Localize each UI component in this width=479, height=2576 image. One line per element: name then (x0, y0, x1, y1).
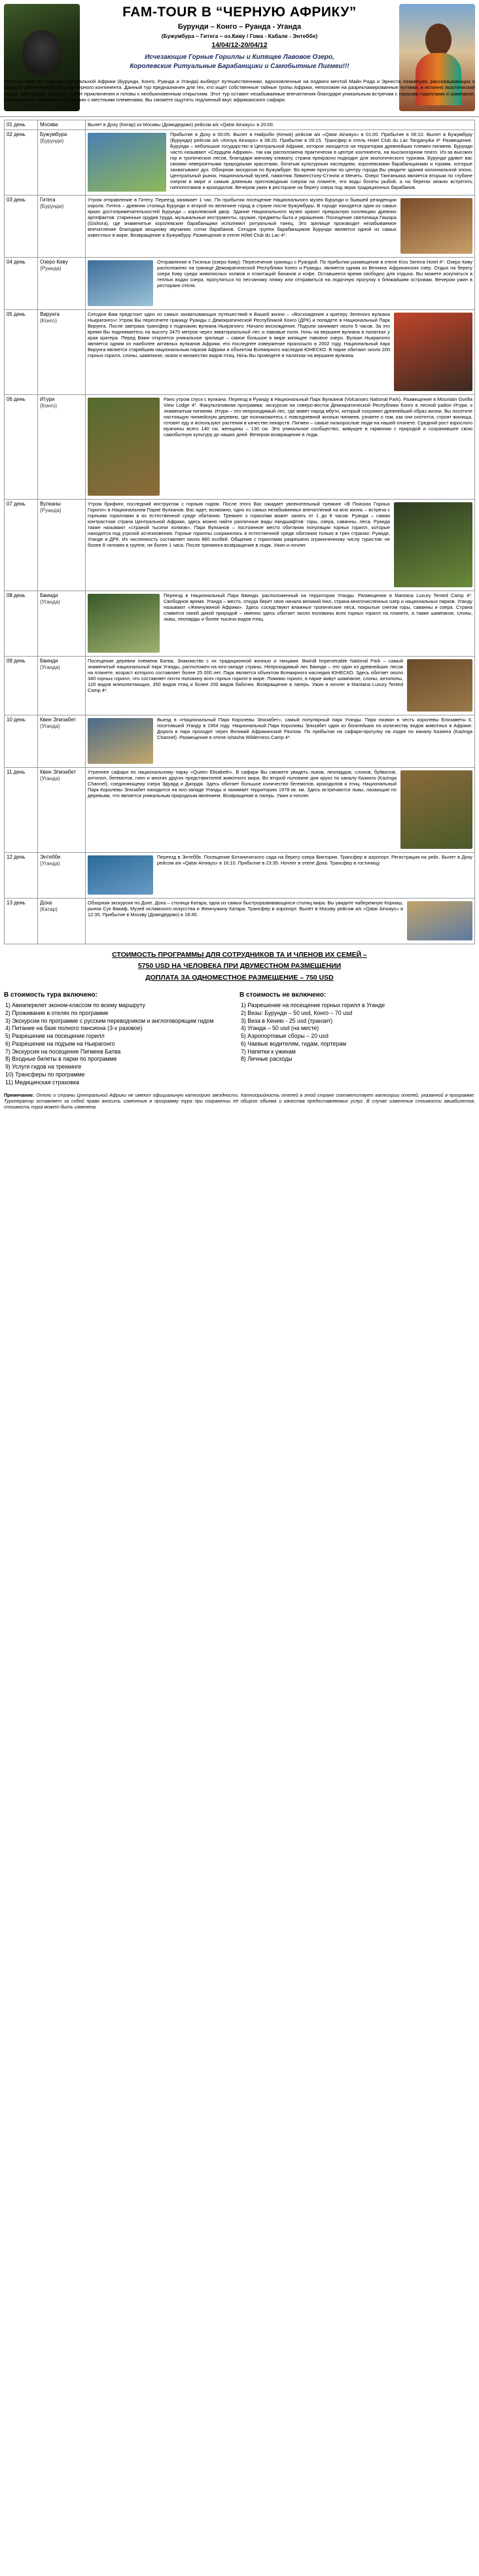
day-place: Квин Элизабет (40, 716, 77, 723)
day-number: 13 день (7, 899, 26, 906)
day-number-cell (5, 852, 38, 898)
day-row (5, 129, 475, 195)
day-place: Энтеббе (40, 853, 61, 860)
day-place: Москва (40, 122, 58, 128)
day-number: 03 день (7, 196, 26, 203)
day-description-cell (86, 656, 475, 715)
day-number: 05 день (7, 311, 26, 317)
price-line-1: СТОИМОСТЬ ПРОГРАММЫ ДЛЯ СОТРУДНИКОВ ТА И ЧЛЕНОВ ИХ СЕМЕЙ – (112, 950, 367, 959)
day-place-cell (38, 898, 86, 944)
day-country: (Катар) (40, 906, 58, 912)
included-item: 8) Входные билеты в парки по программе (5, 1056, 117, 1063)
day-description: Сегодня Вам предстоит одно из самых захватывающих путешествий в Вашей жизни – «Восхождение к кратеру Зеленого вулкана Ньирагонго»! Утром Вы пересечете границу Руанды с Демократической Республикой Конго (ДРК) и попадете в Национальный Парк Вирунга. После завтрака трансфер к подножию вулкана Ньирагонго. Начало восхождения. Подъем занимает около 5 часов. За это время Вы поднимаетесь на высоту 3470 метров через экваториальный лес и лавовые поля. Ночь на вершине вулкана в палатках у края кратера. Перед Вами откроется уникальное зрелище – самое большое в мире кипящее лавовое озеро. Вулкан Ньирагонго является одним из наиболее активных вулканов Африки, его последнее извержение произошло в 2002 году. Национальный парк Вирунга является старейшим национальным парком Африки и объектом Всемирного наследия ЮНЕСКО. В парке обитают около 200 горных горилл, слоны, шимпанзе, окапи и множество видов птиц. Ночь Вы проведете в палатках на вершине вулкана. (88, 311, 390, 358)
excluded-item: 4) Уганда – 50 usd (на месте) (241, 1025, 319, 1032)
route-title: Бурунди – Конго – Руанда - Уганда (177, 22, 302, 31)
day-description: Прибытие в Доху в 00:05. Вылет в Найроби (Кения) рейсом а/к «Qatar Airways» в 01:00. Прибытие в 06:10. Вылет в Бужумбуру (Бурунди) рейсом а/к «Kenya Airways» в 08:20. Прибытие в 09:15. Трансфер в отель Hotel Club du Lac Tanganyika 4* Размещение. Бурунди – небольшое государство в Центральной Африке, которое находится на территории древнейших племен пигмеев. Бурунди часто называют «Сердцем Африки», так как расположена практически в центре континента, на высокогорном плато. Из-за высоких гор и тропических лесов, благодаря мягкому климату, страна прекрасно подходит для экологического туризма. Бурунди удивит вас своими невероятными природными красотами, богатым культурным наследием, королевскими барабанщиками и горами, которые захватывают дух. Обзорная экскурсия по Бужумбуре. Во время прогулки по центру города Вы увидите здания колониальной эпохи, Центральный рынок, Национальный музей, памятник Ливингстону-Стэнли и Мечеть. Озеро Танганьика является вторым по глубине озером в мире и самым длинным пресноводным озером на планете, его воды богаты рыбой, а на берегах можно встретить гиппопотамов и крокодилов. Вечером ужин в ресторане на берегу озера под звуки традиционных барабанов. (170, 131, 472, 191)
day-number-cell (5, 767, 38, 852)
excluded-item: 5) Аэропортовые сборы – 20 usd (241, 1033, 328, 1040)
day-place: Квин Элизабет (40, 768, 77, 775)
day-photo (88, 260, 153, 306)
day-description-cell (86, 499, 475, 591)
day-place-cell (38, 852, 86, 898)
day-number: 02 день (7, 131, 26, 137)
day-row (5, 852, 475, 898)
day-place-cell (38, 195, 86, 257)
day-description-cell (86, 767, 475, 852)
included-item: 5) Разрешение на посещение горилл (5, 1033, 105, 1040)
day-place: Озеро Киву (40, 258, 68, 265)
gorilla-face-shape (22, 30, 62, 76)
day-description: Вылет в Доху (Катар) из Москвы (Домодедово) рейсом а/к «Qatar Airways» в 20:00. (88, 122, 274, 128)
day-description: Переезд в Национальный Парк Бвинди, расположенный на территории Уганды. Размещение в Mantana Luxury Tented Camp 4*. Свободное время. Уганда – место, откуда берет свое начало великий Нил, страна многочисленных озер и национальных парков. Уганду называют «Жемчужиной Африки». Здесь соседствуют влажные тропические леса, покрытые снегом горы, саванны и озера. Страна славится своей дикой природой – именно здесь обитает около половины всех горных горилл на планете, а также шимпанзе, слоны, львы, леопарды и более тысячи видов птиц. (164, 592, 472, 622)
day-place-cell (38, 591, 86, 656)
day-number: 12 день (7, 853, 26, 860)
day-photo (88, 718, 153, 764)
day-place-cell (38, 394, 86, 499)
day-place-cell (38, 499, 86, 591)
day-place-cell (38, 257, 86, 309)
day-photo (88, 133, 166, 192)
day-description: Отправление в Гисеньи (озеро Киву). Пересечение границы с Руандой. По прибытии размещение в отеле Kivu Serena Hotel 4*. Озеро Киву расположено на границе Демократической Республики Конго и Руанды, является одним из Великих Африканских озер. Отдых на берегу озера Киву среди живописных холмов и плантаций бананов и кофе. Оставшееся время свободно для отдыха. Вы можете искупаться в теплых водах озера, прогуляться по песчаному пляжу или отправиться на лодочную прогулку к ближайшим островам. Вечером ужин в ресторане отеля. (157, 258, 472, 288)
note-text: Отели и страны Центральной Африки не имеют официальную категорию звездности. Категорийность отелей в этой стране соответствует категории отелей, указанной в программе. Туроператор оставляет за собой право вносить изменения в программу тура при сохранении её общего объема и качества предоставляемых услуг. В случае изменения стоимости авиабилетов, стоимость тура может быть изменена. (4, 1092, 476, 1110)
day-place: Доха (40, 899, 52, 906)
day-number: 08 день (7, 592, 26, 598)
day-place: Бвинди (40, 657, 58, 664)
included-item: 7) Экскурсия на посещение Пигмеев Батва (5, 1048, 121, 1055)
day-description: Переезд в Энтеббе. Посещение Ботанического сада на берегу озера Виктория. Трансфер в аэропорт. Регистрация на рейс. Вылет в Доху рейсом а/к «Qatar Airways» в 16:10. Прибытие в 23:35. Ночлег в отеле Доха. Трансфер в гостиницу. (157, 853, 472, 866)
day-description: Утреннее сафари по национальному парку «Queen Elisabeth». В сафари Вы сможете увидеть львов, леопардов, слонов, буйволов, антилоп, бегемотов, гиен и многих других представителей животного мира. Во второй половине дня круиз по каналу Казинга (Kazinga Channel), соединяющему озера Эдуард и Джордж. Здесь обитает большое количество бегемотов, крокодилов и птиц. Национальный Парк Королевы Элизабет находится на юго-западе Уганды и занимает территорию 1978 кв. км. Здесь встречаются львы, лазающие по деревьям, что является уникальным природным явлением. Возвращение в лагерь. Ужин и ночлег. (88, 768, 397, 799)
day-country: (Руанда) (40, 507, 62, 513)
day-country: (Конго) (40, 402, 58, 409)
included-column (4, 991, 240, 1086)
included-item: 2) Проживание в отелях по программе (5, 1010, 109, 1017)
day-photo (88, 855, 153, 895)
excluded-title: В стоимость не включено: (240, 991, 327, 999)
day-row (5, 898, 475, 944)
day-number: 07 день (7, 500, 26, 507)
day-place: Гитега (40, 196, 56, 203)
day-number: 10 день (7, 716, 26, 723)
day-row (5, 656, 475, 715)
day-country: (Уганда) (40, 598, 60, 605)
day-number-cell (5, 309, 38, 394)
day-number-cell (5, 591, 38, 656)
day-description-cell (86, 120, 475, 130)
day-country: (Уганда) (40, 664, 60, 670)
day-place: Итури (40, 396, 55, 402)
day-photo (88, 594, 160, 653)
day-number: 04 день (7, 258, 26, 265)
day-number-cell (5, 257, 38, 309)
day-row (5, 195, 475, 257)
day-row (5, 394, 475, 499)
intro-paragraph: Путешествие по странам Центральной Африки (Бурунди, Конго, Руанда и Уганда) выберут путешественники, вдохновленные на подвиги мечтой Майн Рида и Эрнеста Хемингуэя, расскаэывающих о суровой девственной природе черного континента. Данный тур предназначен для тех, кто ищет собственные тайные тропы Африки, непохожие на разрекламированные путевки, и истинно экзотический отдых, для людей, которые любят приключения и готовы к необыкновенным открытиям. Этот тур оставит незабываемые впечатления благодаря уникальным встречам с горными гориллами и шимпанзе, восхождению на вулкан и общению с местными племенами, Вы сможете ощутить подлинный вкус африканского сафари. (4, 78, 475, 103)
day-photo (394, 313, 472, 391)
day-number: 09 день (7, 657, 26, 664)
day-photo (400, 198, 472, 254)
day-description: Утром брифинг, последний инструктаж с горным гидом. После этого Вас ожидает увлекательный треккинг «В Поисках Горных Горилл» в Национальном Парке Вулканов. Вас ждет, возможно, одно из самых незабываемых впечатлений на всю жизнь – встреча с горными гориллами в их естественной среде обитания. Треккинг к гориллам может занять от 1 до 8 часов. Руанда – самая контрастная страна Центральной Африки, здесь можно найти различные виды ландшафтов: горы, озера, саванны, леса. Руанда также называют «страной тысячи холмов». Парк Вулканов – постоянное место обитания популяции горных горилл, которые находятся под угрозой исчезновения. Горные гориллы сохранились в естественной среде обитания только в трех странах: Руанде, Уганде и ДРК. Их численность составляет около 880 особей. Общение с гориллами разрешено ограниченному числу туристов: не более 8 человек в группе, не более 1 часа. После треккинга возвращение в лодж. Ужин и ночлег. (88, 500, 390, 548)
day-number: 11 день (7, 768, 26, 775)
day-place: Бужумбура (40, 131, 67, 137)
page-title: FAM-TOUR В “ЧЕРНУЮ АФРИКУ” (122, 5, 357, 20)
day-description: Рано утром спуск с вулкана. Переезд в Руанду в Национальный Парк Вулканов (Volcanoes National Park). Размещение в Mountain Gorilla View Lodge 4*. Факультативная программа: экскурсия на северо-восток Демократической Республики Конго в лесной район Итури, к знаменитым пигмеям. Итури – это непроходимый лес, где живет народ мбути, который сохранил древнейший образ жизни. Вы посетите настоящую пигмейскую деревню, где познакомитесь с повседневной жизнью пигмеев, узнаете о том, как они охотятся, строят жилища, готовят еду и используют растения в качестве лекарств. Пигмеи – самые низкорослые люди на нашей планете. Средний рост взрослого мужчины всего 140 см, женщины – 130 см. Это уникальное сообщество, живущее в гармонии с природой и сохранившее свою самобытную культуру до наших дней. Вечером возвращение в лодж. (164, 396, 472, 438)
day-number: 06 день (7, 396, 26, 402)
day-place-cell (38, 656, 86, 715)
day-description-cell (86, 715, 475, 767)
included-title: В стоимость тура включено: (4, 991, 98, 999)
day-row (5, 309, 475, 394)
included-item: 9) Услуги гидов на треккинге (5, 1063, 82, 1071)
tagline-2: Королевские Ритуальные Барабанщики и Самобытные Пигмеи!!! (130, 63, 349, 71)
tagline-1: Исчезающие Горные Гориллы и Кипящее Лавовое Озеро, (145, 54, 334, 61)
included-list (4, 1002, 240, 1086)
day-description-cell (86, 852, 475, 898)
day-description-cell (86, 257, 475, 309)
day-photo (400, 770, 472, 849)
day-description-cell (86, 394, 475, 499)
price-block (4, 951, 475, 982)
day-number-cell (5, 715, 38, 767)
day-description: Посещение деревни племени Батва. Знакомство с их традиционной жизнью и танцами. Bwindi Impenetrable National Park – самый знаменитый национальный парк Уганды, расположен на юго-западе страны. Непроходимый лес Бвинди – это один из древнейших лесов на планете, возраст которого составляет более 25 000 лет. Парк является объектом Всемирного наследия ЮНЕСКО. Здесь обитает около 340 горных горилл, что составляет почти половину всех горных горилл в мире. Помимо горилл, в парке живут шимпанзе, слоны, антилопы, 120 видов млекопитающих, 350 видов птиц и более 200 видов бабочек. Возвращение в лагерь. Ужин и ночлег в Mantana Luxury Tented Camp 4*. (88, 657, 403, 693)
included-item: 6) Разрешение на подъем на Ньирагонго (5, 1040, 115, 1047)
day-row (5, 715, 475, 767)
day-country: (Уганда) (40, 723, 60, 729)
excluded-item: 8) Личные расходы (241, 1056, 293, 1063)
day-country: (Бурунди) (40, 203, 64, 209)
day-place-cell (38, 129, 86, 195)
excluded-item: 3) Виза в Кению - 25 usd (транзит) (241, 1017, 333, 1024)
price-line-1b: 5750 USD НА ЧЕЛОВЕКА ПРИ ДВУМЕСТНОМ РАЗМЕЩЕНИИ (137, 961, 342, 970)
day-place-cell (38, 309, 86, 394)
day-number-cell (5, 656, 38, 715)
day-country: (Конго) (40, 317, 58, 324)
included-item: 10) Трансферы по программе (5, 1071, 85, 1078)
day-row (5, 767, 475, 852)
day-description-cell (86, 898, 475, 944)
day-country: (Руанда) (40, 265, 62, 271)
included-item: 1) Авиаперелет эконом-классом по всему маршруту (5, 1002, 145, 1009)
included-item: 11) Медицинская страховка (5, 1078, 80, 1086)
header (0, 0, 479, 117)
day-number: 01 день (7, 122, 26, 128)
day-photo (394, 502, 472, 587)
day-photo (407, 659, 472, 712)
day-description-cell (86, 129, 475, 195)
day-place: Вирунга (40, 311, 60, 317)
day-place-cell (38, 767, 86, 852)
route-subtitle: (Бужумбура – Гитега – оз.Киву / Гома - Кабале - Энтеббе) (161, 33, 318, 40)
day-place: Бвинди (40, 592, 58, 598)
day-photo (88, 398, 160, 496)
program-table (4, 120, 475, 944)
day-number-cell (5, 499, 38, 591)
day-row (5, 120, 475, 130)
day-description-cell (86, 591, 475, 656)
day-number-cell (5, 195, 38, 257)
day-photo (407, 901, 472, 940)
day-place-cell (38, 120, 86, 130)
note-block (4, 1093, 475, 1110)
price-line-2: ДОПЛАТА ЗА ОДНОМЕСТНОЕ РАЗМЕЩЕНИЕ – 750 USD (145, 974, 334, 982)
day-number-cell (5, 898, 38, 944)
day-country: (Бурунди) (40, 137, 64, 144)
excluded-item: 6) Чаевые водителям, гидам, портерам (241, 1040, 347, 1047)
day-description-cell (86, 195, 475, 257)
included-item: 3) Экскурсии по программе с русским переводчиком и англоговорящим гидом (5, 1017, 214, 1024)
day-number-cell (5, 129, 38, 195)
day-country: (Уганда) (40, 775, 60, 781)
day-row (5, 591, 475, 656)
tour-dates: 14/04/12-20/04/12 (211, 41, 268, 50)
day-number-cell (5, 120, 38, 130)
day-description: Обзорная экскурсия по Дохе. Доха – столица Катара, одна из самых быстроразвивающихся столиц мира. Вы увидите набережную Корниш, рынок Сук Вакиф, Музей исламского искусства и Жемчужину Катара. Трансфер в аэропорт. Вылет в Москву рейсом а/к «Qatar Airways» в 12:35. Прибытие в Москву (Домодедово) в 18:45. (88, 899, 403, 918)
day-place-cell (38, 715, 86, 767)
day-place: Вулканы (40, 500, 62, 507)
day-description: Выезд в «Национальный Парк Королевы Элизабет», самый популярный парк Уганды. Парк назван в честь королевы Елизаветы II, посетившей Уганду в 1954 году. Национальный Парк Королевы Элизабет один из богатейших по количеству видов животных в Африке. Дорога в парк проходит через Великий Африканский Разлом. По прибытии на сафари-прогулку на лодке по каналу Казинга (Kazinga Channel). Размещение в отеле Ishasha Wilderness Camp 4*. (157, 716, 472, 740)
excluded-item: 1) Разрешение на посещение горных горилл в Уганде (241, 1002, 385, 1009)
day-row (5, 499, 475, 591)
included-item: 4) Питание на базе полного пансиона (3-х разовое) (5, 1025, 143, 1032)
excluded-column (240, 991, 475, 1086)
excluded-list (240, 1002, 475, 1063)
excluded-item: 7) Напитки к ужинам (241, 1048, 296, 1055)
woman-face-shape (425, 24, 452, 56)
inclusions-block (4, 991, 475, 1086)
excluded-item: 2) Визы: Бурунди – 50 usd, Конго – 70 usd (241, 1010, 353, 1017)
day-description-cell (86, 309, 475, 394)
day-description: Утром отправление в Гитегу. Переезд занимает 1 час. По прибытии посещение Национального музея Бурунди и бывшей резиденции короля. Гитега – древняя столица Бурунди и второй по величине город в стране после Бужумбуры. В городе находятся одни из самых ярких достопримечательностей Бурунди – королевский двор. Здание Национального музея хранит прекрасную коллекцию древних артефактов: старинные орудия труда, музыкальные инструменты, оружие, предметы быта и украшения. Посещение святилища Гишора (Gishora), где знаменитые королевские барабанщики исполняют ритуальный танец. Это зрелище производит незабываемое впечатление благодаря мощному звучанию сотни барабанов. Сегодня группа барабанщиков Бурунди является одной из самых известных в мире. Возвращение в Бужумбуру. Размещение в отеле Hôtel Club du Lac 4*. (88, 196, 397, 238)
note-label: Примечание: (4, 1092, 35, 1099)
day-row (5, 257, 475, 309)
day-country: (Уганда) (40, 860, 60, 867)
day-number-cell (5, 394, 38, 499)
header-text-block (81, 0, 398, 71)
